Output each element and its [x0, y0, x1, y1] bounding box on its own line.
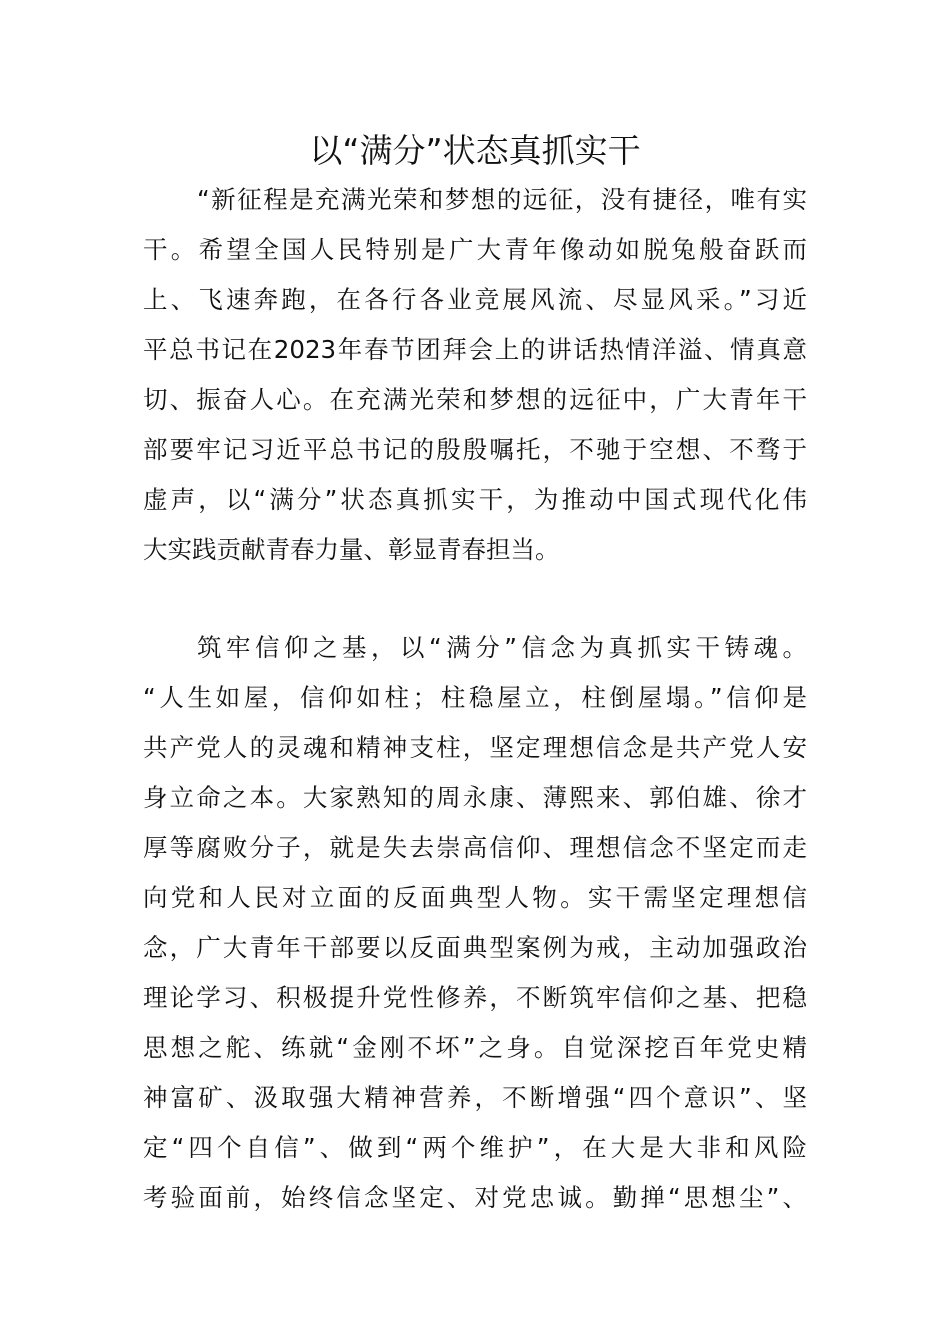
- paragraph-1-line-8: 大实践贡献青春力量、彰显青春担当。: [143, 535, 560, 564]
- paragraph-1-line-7: 虚声，以“满分”状态真抓实干，为推动中国式现代化伟: [143, 485, 807, 514]
- paragraph-2-line-12: 考验面前，始终信念坚定、对党忠诚。勤掸“思想尘”、: [143, 1183, 807, 1212]
- paragraph-1-line-1: “新征程是充满光荣和梦想的远征，没有捷径，唯有实: [197, 185, 807, 214]
- paragraph-2-line-11: 定“四个自信”、做到“两个维护”，在大是大非和风险: [143, 1133, 807, 1162]
- paragraph-2-line-4: 身立命之本。大家熟知的周永康、薄熙来、郭伯雄、徐才: [143, 783, 807, 812]
- paragraph-1-line-4: 平总书记在2023年春节团拜会上的讲话热情洋溢、情真意: [143, 335, 807, 364]
- paragraph-2-line-7: 念，广大青年干部要以反面典型案例为戒，主动加强政治: [143, 933, 807, 962]
- paragraph-2-line-8: 理论学习、积极提升党性修养，不断筑牢信仰之基、把稳: [143, 983, 807, 1012]
- paragraph-2-line-9: 思想之舵、练就“金刚不坏”之身。自觉深挖百年党史精: [143, 1033, 807, 1062]
- paragraph-2-line-5: 厚等腐败分子，就是失去崇高信仰、理想信念不坚定而走: [143, 833, 807, 862]
- paragraph-2-line-10: 神富矿、汲取强大精神营养，不断增强“四个意识”、坚: [143, 1083, 807, 1112]
- paragraph-1-line-2: 干。希望全国人民特别是广大青年像动如脱兔般奋跃而: [143, 235, 807, 264]
- paragraph-1-line-5: 切、振奋人心。在充满光荣和梦想的远征中，广大青年干: [143, 385, 807, 414]
- paragraph-2-line-3: 共产党人的灵魂和精神支柱，坚定理想信念是共产党人安: [143, 733, 807, 762]
- document-title: 以“满分”状态真抓实干: [309, 131, 641, 170]
- paragraph-2-line-1: 筑牢信仰之基，以“满分”信念为真抓实干铸魂。: [197, 633, 807, 662]
- paragraph-2-line-2: “人生如屋，信仰如柱；柱稳屋立，柱倒屋塌。”信仰是: [143, 683, 807, 712]
- paragraph-1-line-3: 上、飞速奔跑，在各行各业竞展风流、尽显风采。”习近: [143, 285, 807, 314]
- paragraph-1-line-6: 部要牢记习近平总书记的殷殷嘱托，不驰于空想、不骛于: [143, 435, 807, 464]
- paragraph-2-line-6: 向党和人民对立面的反面典型人物。实干需坚定理想信: [143, 883, 807, 912]
